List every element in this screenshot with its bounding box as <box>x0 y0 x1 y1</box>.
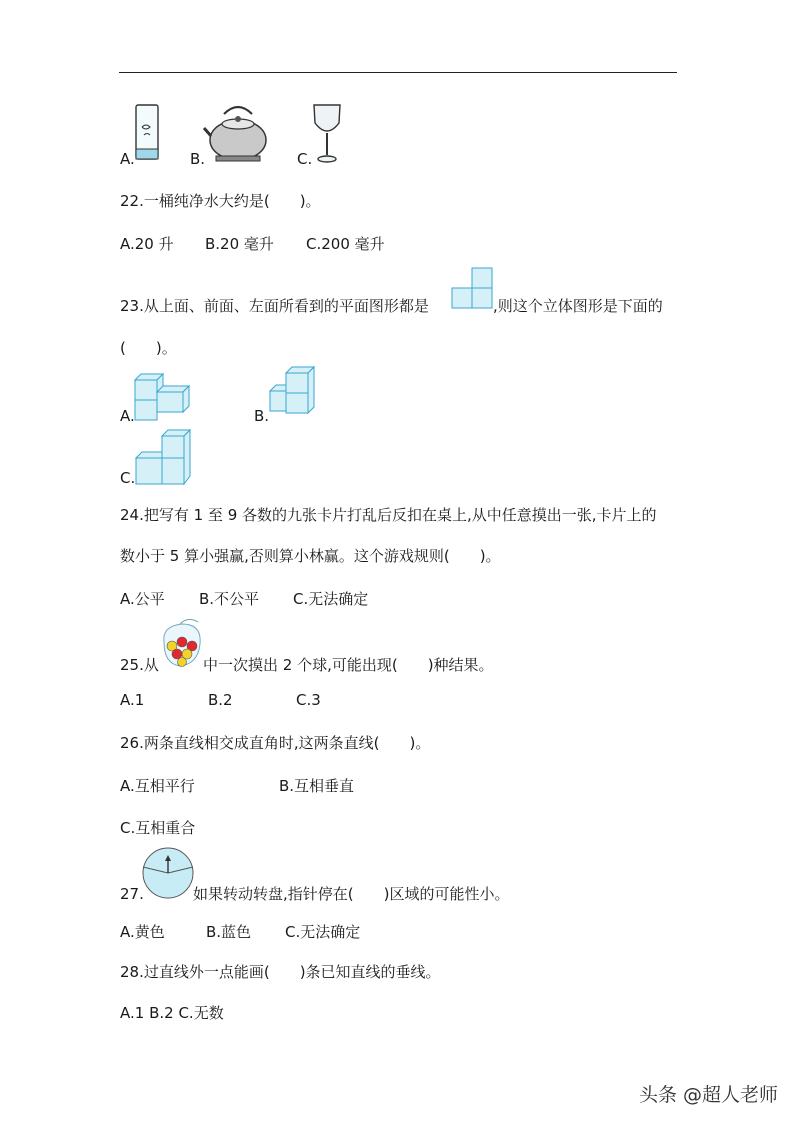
cube-figure-a-icon <box>133 372 195 422</box>
l-shape-view-icon <box>451 267 493 309</box>
q21-option-a-label: A. <box>120 150 135 168</box>
cube-figure-c-icon <box>134 428 192 486</box>
q22-option-c: C.200 毫升 <box>306 235 385 253</box>
q25-question-suffix: 中一次摸出 2 个球,可能出现( )种结果。 <box>203 656 494 674</box>
q25-option-b: B.2 <box>208 691 233 709</box>
q25-option-c: C.3 <box>296 691 321 709</box>
q21-option-c-label: C. <box>297 150 313 168</box>
ball-bag-icon <box>158 616 206 672</box>
q22-question: 22.一桶纯净水大约是( )。 <box>120 192 321 210</box>
q22-option-a: A.20 升 <box>120 235 174 253</box>
q23-option-a-label: A. <box>120 407 135 425</box>
glass-cup-icon <box>133 103 163 163</box>
q27-option-a: A.黄色 <box>120 923 165 941</box>
kettle-icon <box>204 100 270 164</box>
q22-option-b: B.20 毫升 <box>205 235 274 253</box>
watermark-text: 头条 @超人老师 <box>638 1084 778 1106</box>
q23-question-part2: ,则这个立体图形是下面的 <box>493 297 663 315</box>
q23-option-c-label: C. <box>120 469 136 487</box>
q27-option-c: C.无法确定 <box>285 923 361 941</box>
q24-question-line1: 24.把写有 1 至 9 各数的九张卡片打乱后反扣在桌上,从中任意摸出一张,卡片上的 <box>120 506 657 524</box>
q26-option-c: C.互相重合 <box>120 819 196 837</box>
q27-question-prefix: 27. <box>120 885 144 903</box>
q24-option-a: A.公平 <box>120 590 165 608</box>
q26-question: 26.两条直线相交成直角时,这两条直线( )。 <box>120 734 431 752</box>
q28-question: 28.过直线外一点能画( )条已知直线的垂线。 <box>120 963 441 981</box>
wine-glass-icon <box>312 103 342 165</box>
q24-option-b: B.不公平 <box>199 590 260 608</box>
q26-option-a: A.互相平行 <box>120 777 195 795</box>
q26-option-b: B.互相垂直 <box>279 777 355 795</box>
q25-question-prefix: 25.从 <box>120 656 159 674</box>
q24-option-c: C.无法确定 <box>293 590 369 608</box>
cube-figure-b-icon <box>268 365 318 423</box>
q21-option-b-label: B. <box>190 150 206 168</box>
q25-option-a: A.1 <box>120 691 145 709</box>
q23-question-part1: 23.从上面、前面、左面所看到的平面图形都是 <box>120 297 429 315</box>
spinner-icon <box>141 846 195 900</box>
q23-question-line2: ( )。 <box>120 339 177 357</box>
q27-question-suffix: 如果转动转盘,指针停在( )区域的可能性小。 <box>193 885 510 903</box>
q28-options: A.1 B.2 C.无数 <box>120 1004 224 1022</box>
header-rule <box>119 72 677 73</box>
q24-question-line2: 数小于 5 算小强赢,否则算小林赢。这个游戏规则( )。 <box>120 547 501 565</box>
q23-option-b-label: B. <box>254 407 270 425</box>
q27-option-b: B.蓝色 <box>206 923 252 941</box>
